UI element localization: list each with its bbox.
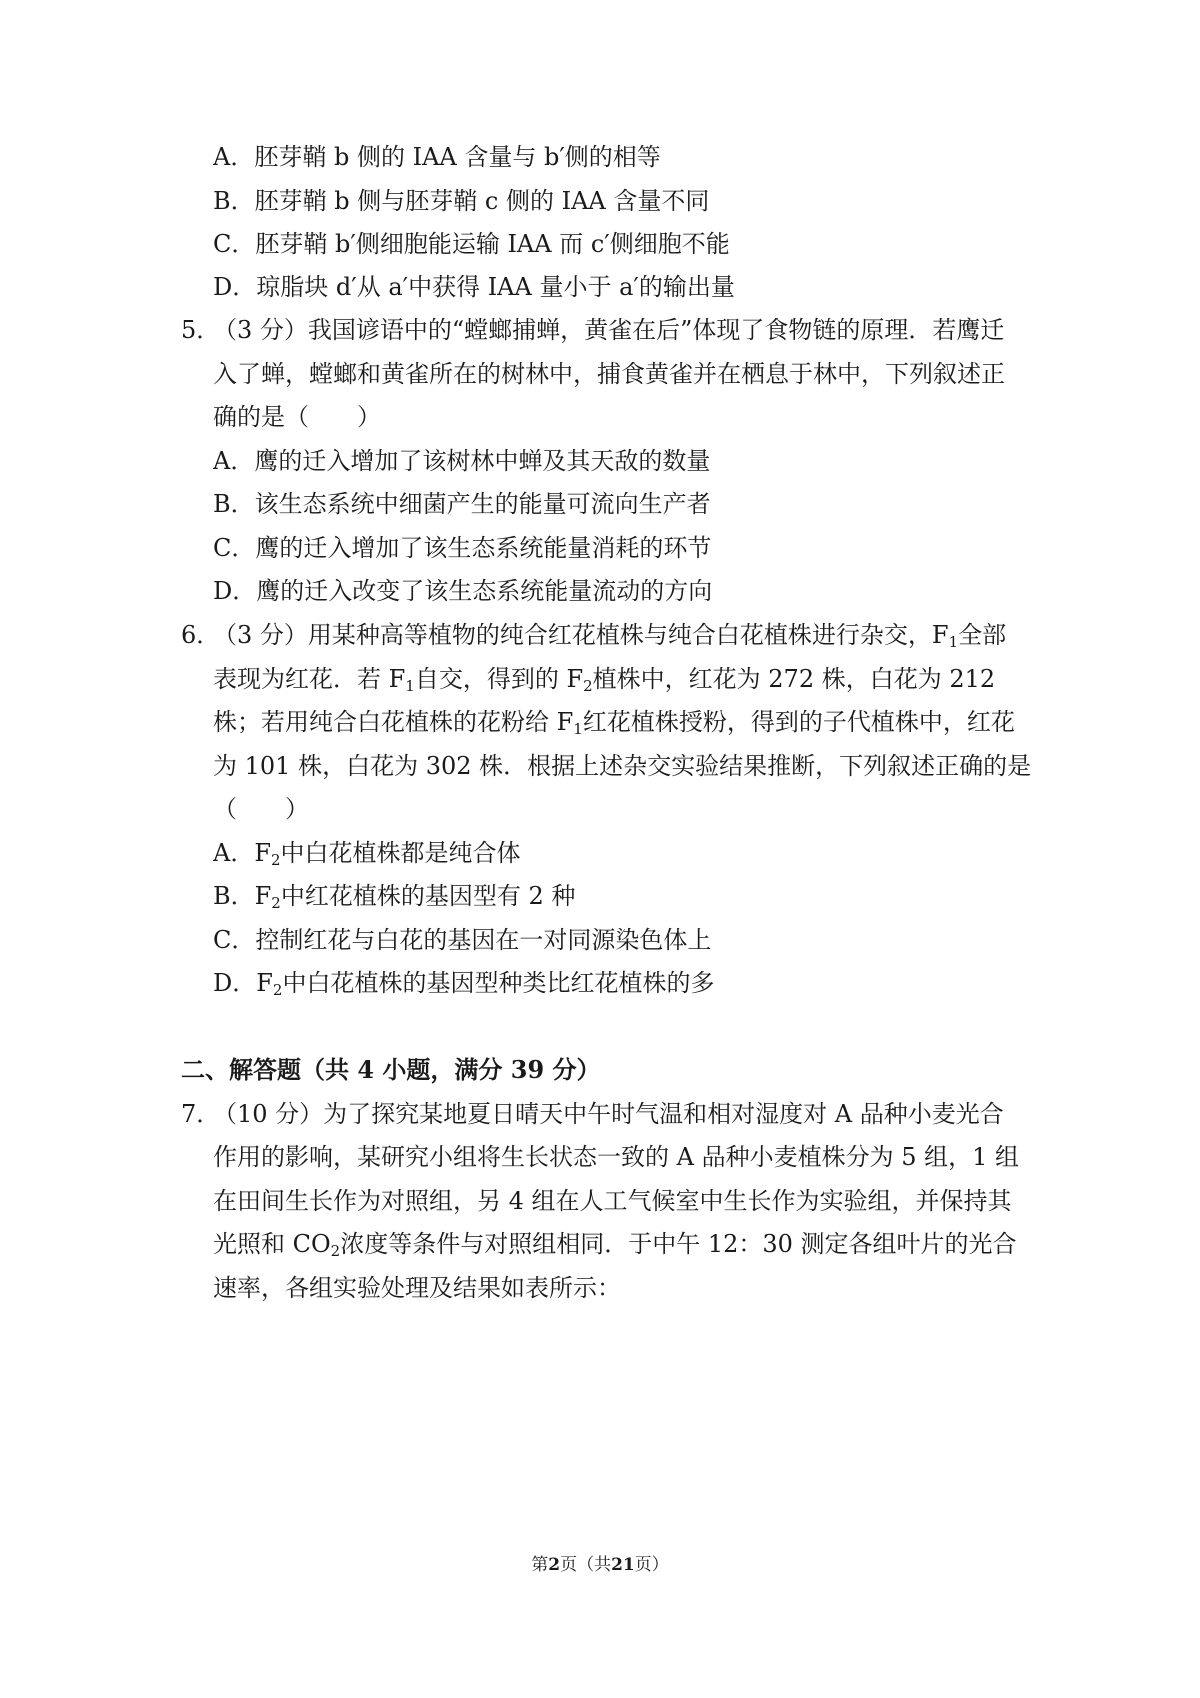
q7-stem-line-3: 在田间生长作为对照组，另 4 组在人工气候室中生长作为实验组，并保持其 xyxy=(213,1187,1012,1215)
q5-stem-line-1: （3 分）我国谚语中的“螳螂捕蝉，黄雀在后”体现了食物链的原理．若鹰迁 xyxy=(213,316,1005,344)
q6-stem-line-4: 为 101 株，白花为 302 株．根据上述杂交实验结果推断，下列叙述正确的是 xyxy=(213,752,1032,780)
q5-option-c: C．鹰的迁入增加了该生态系统能量消耗的环节 xyxy=(213,534,712,562)
q6-option-b: B．$F_2$中红花植株的基因型有 2 种 xyxy=(213,882,576,912)
page-footer: 第2页（共21页） xyxy=(531,1555,669,1575)
q7-stem-line-2: 作用的影响，某研究小组将生长状态一致的 A 品种小麦植株分为 5 组，1 组 xyxy=(213,1143,1020,1171)
q5-option-d: D．鹰的迁入改变了该生态系统能量流动的方向 xyxy=(213,577,713,605)
q4-option-b: B．胚芽鞘 b 侧与胚芽鞘 c 侧的 IAA 含量不同 xyxy=(213,187,710,215)
q6-number: 6． xyxy=(181,621,221,649)
q4-option-a: A．胚芽鞘 b 侧的 IAA 含量与 b′侧的相等 xyxy=(213,143,661,171)
q4-option-d: D．琼脂块 d′从 a′中获得 IAA 量小于 a′的输出量 xyxy=(213,273,735,301)
q7-stem-line-1: （10 分）为了探究某地夏日晴天中午时气温和相对湿度对 A 品种小麦光合 xyxy=(213,1100,1004,1128)
q7-stem-line-5: 速率，各组实验处理及结果如表所示： xyxy=(213,1274,621,1302)
q7-number: 7． xyxy=(181,1100,221,1128)
q5-number: 5． xyxy=(181,316,221,344)
q5-stem-line-3: 确的是（ ） xyxy=(213,403,381,431)
q6-stem-line-1: （3 分）用某种高等植物的纯合红花植株与纯合白花植株进行杂交，$F_1$全部 xyxy=(213,621,1007,651)
q6-stem-line-3: 株；若用纯合白花植株的花粉给 $F_1$红花植株授粉，得到的子代植株中，红花 xyxy=(213,708,1015,738)
q6-stem-line-2: 表现为红花．若 $F_1$自交，得到的 $F_2$植株中，红花为 272 株，白花为 212 xyxy=(213,665,996,695)
q5-option-a: A．鹰的迁入增加了该树林中蝉及其天敌的数量 xyxy=(213,447,711,475)
q6-option-a: A．$F_2$中白花植株都是纯合体 xyxy=(213,839,521,869)
q5-stem-line-2: 入了蝉，螳螂和黄雀所在的树林中，捕食黄雀并在栖息于林中，下列叙述正 xyxy=(213,360,1005,388)
q5-option-b: B．该生态系统中细菌产生的能量可流向生产者 xyxy=(213,490,711,518)
q7-stem-line-4: 光照和 $CO_2$浓度等条件与对照组相同．于中午 12：30 测定各组叶片的光合 xyxy=(213,1230,1017,1260)
q6-option-d: D．$F_2$中白花植株的基因型种类比红花植株的多 xyxy=(213,969,715,999)
q6-option-c: C．控制红花与白花的基因在一对同源染色体上 xyxy=(213,926,712,954)
q4-option-c: C．胚芽鞘 b′侧细胞能运输 IAA 而 c′侧细胞不能 xyxy=(213,230,730,258)
q6-stem-line-5: （ ） xyxy=(213,795,309,823)
section-heading: 二、解答题（共 4 小题，满分 39 分） xyxy=(181,1055,601,1084)
